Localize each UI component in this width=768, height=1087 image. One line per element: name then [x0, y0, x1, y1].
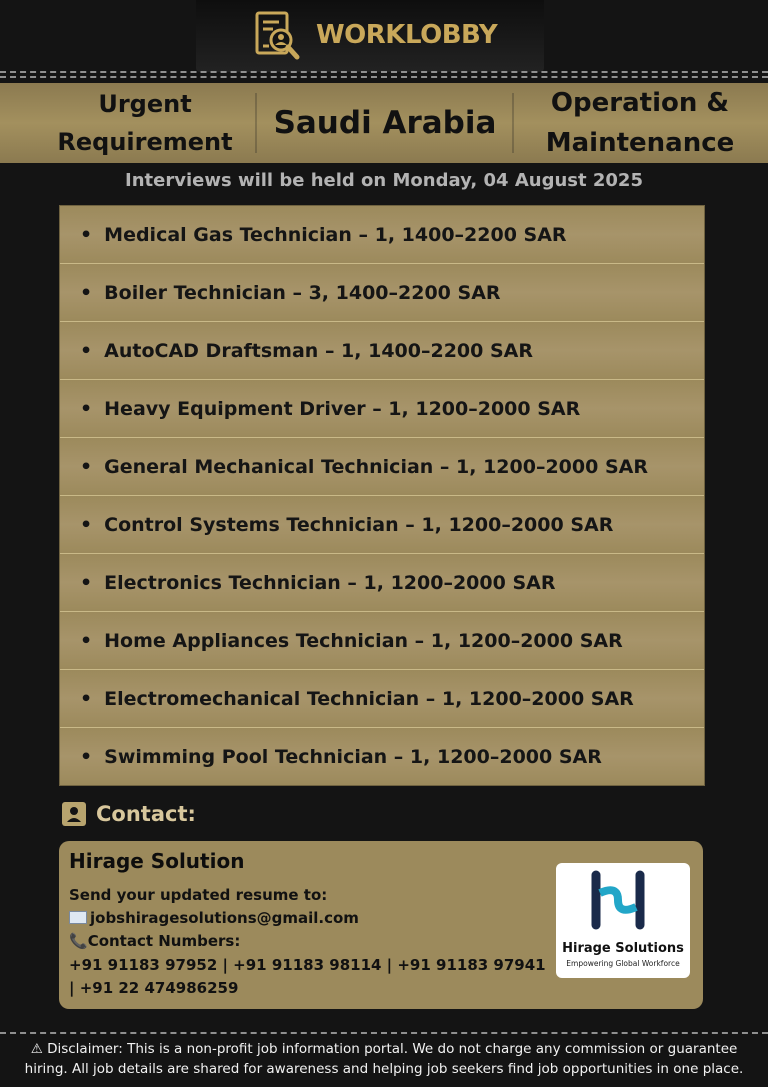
list-item: • AutoCAD Draftsman – 1, 1400–2200 SAR: [60, 322, 704, 380]
divider: [0, 71, 768, 73]
list-item: • Swimming Pool Technician – 1, 1200–2000 SAR: [60, 728, 704, 785]
list-item: • Electronics Technician – 1, 1200–2000 SAR: [60, 554, 704, 612]
header-right: Operation & Maintenance: [545, 88, 735, 158]
envelope-icon: [69, 911, 87, 924]
email-link[interactable]: jobshiragesolutions@gmail.com: [90, 909, 359, 927]
header-separator: [255, 93, 257, 153]
disclaimer: ⚠ Disclaimer: This is a non-profit job information portal. We do not charge any commission or guarantee hiring. All job details are shared for awareness and helping job seekers find job opportunities in one place.: [24, 1041, 744, 1077]
list-item: • Boiler Technician – 3, 1400–2200 SAR: [60, 264, 704, 322]
contact-heading: [62, 800, 196, 828]
resume-search-icon: [253, 10, 303, 62]
list-item: • Electromechanical Technician – 1, 1200–2000 SAR: [60, 670, 704, 728]
header-center: Saudi Arabia: [273, 105, 497, 141]
numbers-label-line: [69, 932, 240, 950]
list-item: • General Mechanical Technician – 1, 1200–2000 SAR: [60, 438, 704, 496]
list-item: • Control Systems Technician – 1, 1200–2000 SAR: [60, 496, 704, 554]
badge-name: Hirage Solutions: [562, 941, 684, 956]
resume-note: Send your updated resume to:: [69, 886, 328, 904]
list-item: • Heavy Equipment Driver – 1, 1200–2000 SAR: [60, 380, 704, 438]
email-line: [69, 909, 359, 927]
divider: [0, 1032, 768, 1034]
contact-card: [59, 841, 703, 1009]
badge-tagline: Empowering Global Workforce: [566, 959, 680, 968]
brand-logo: [196, 0, 544, 72]
contact-card-icon: [62, 802, 86, 826]
interview-note: Interviews will be held on Monday, 04 August 2025: [125, 170, 643, 191]
company-name: Hirage Solution: [69, 849, 245, 873]
header-separator: [512, 93, 514, 153]
list-item: • Medical Gas Technician – 1, 1400–2200 SAR: [60, 206, 704, 264]
header-left: Urgent Requirement: [57, 90, 233, 156]
divider: [0, 76, 768, 78]
numbers-label: Contact Numbers:: [87, 932, 241, 950]
contact-heading-label: Contact:: [96, 802, 196, 826]
job-list: [59, 205, 705, 786]
phone-numbers: +91 91183 97952 | +91 91183 98114 | +91 91183 97941 | +91 22 474986259: [69, 956, 546, 997]
hirage-logo-icon: [556, 863, 690, 938]
list-item: • Home Appliances Technician – 1, 1200–2000 SAR: [60, 612, 704, 670]
brand-name: WORKLOBBY: [316, 20, 498, 50]
header-band: [0, 83, 768, 163]
company-logo: [556, 863, 690, 978]
phone-icon: 📞: [69, 932, 88, 950]
